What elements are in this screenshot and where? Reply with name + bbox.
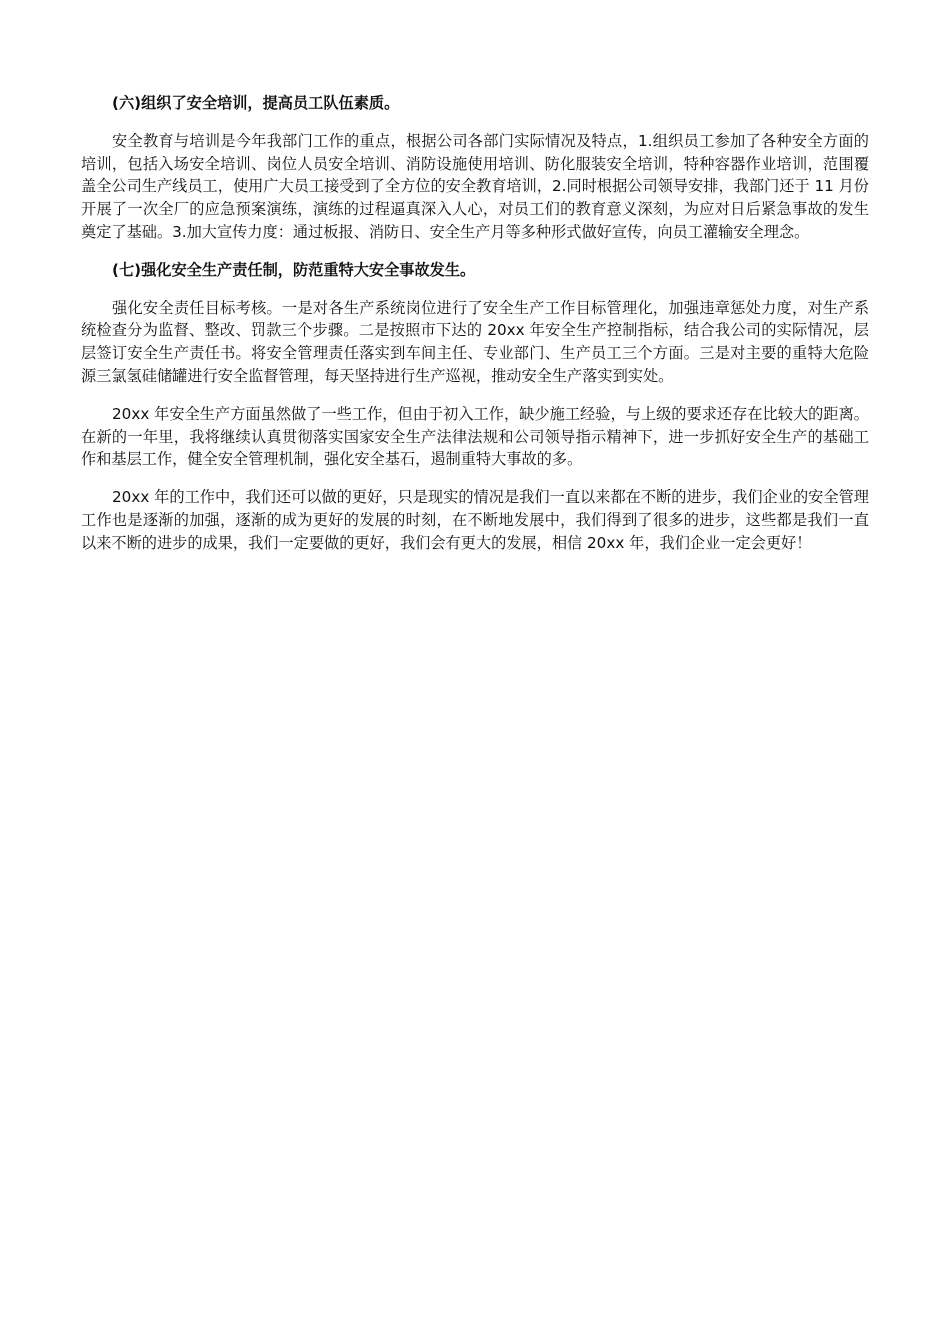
paragraph-summary: 20xx 年安全生产方面虽然做了一些工作，但由于初入工作，缺少施工经验，与上级的要求还存在比较大的距离。在新的一年里，我将继续认真贯彻落实国家安全生产法律法规和公司领导指示精神下，进一步抓好安全生产的基础工作和基层工作，健全安全管理机制，强化安全基石，遏制重特大事故的多。 — [81, 404, 869, 469]
paragraph-outlook: 20xx 年的工作中，我们还可以做的更好，只是现实的情况是我们一直以来都在不断的进步，我们企业的安全管理工作也是逐渐的加强，逐渐的成为更好的发展的时刻，在不断地发展中，我们得到了很多的进步，这些都是我们一直以来不断的进步的成果，我们一定要做的更好，我们会有更大的发展，相信 20xx 年，我们企业一定会更好！ — [81, 488, 869, 552]
document-page — [81, 92, 869, 570]
paragraph-responsibility: 强化安全责任目标考核。一是对各生产系统岗位进行了安全生产工作目标管理化，加强违章惩处力度，对生产系统检查分为监督、整改、罚款三个步骤。二是按照市下达的 20xx 年安全生产控制指标，结合我公司的实际情况，层层签订安全生产责任书。将安全管理责任落实到车间主任、专业部门、生产员工三个方面。三是对主要的重特大危险源三氯氢硅储罐进行安全监督管理，每天坚持进行生产巡视，推动安全生产落实到实处。 — [81, 298, 869, 385]
section-heading-7: (七)强化安全生产责任制，防范重特大安全事故发生。 — [112, 260, 476, 279]
section-heading-6: (六)组织了安全培训，提高员工队伍素质。 — [112, 94, 400, 112]
paragraph-safety-training: 安全教育与培训是今年我部门工作的重点，根据公司各部门实际情况及特点，1.组织员工参加了各种安全方面的培训，包括入场安全培训、岗位人员安全培训、消防设施使用培训、防化服装安全培训，特种容器作业培训，范围覆盖全公司生产线员工，使用广大员工接受到了全方位的安全教育培训，2.同时根据公司领导安排，我部门还于 11 月份开展了一次全厂的应急预案演练，演练的过程逼真深入人心，对员工们的教育意义深刻，为应对日后紧急事故的发生奠定了基础。3.加大宣传力度：通过板报、消防日、安全生产月等多种形式做好宣传，向员工灌输安全理念。 — [81, 131, 869, 241]
